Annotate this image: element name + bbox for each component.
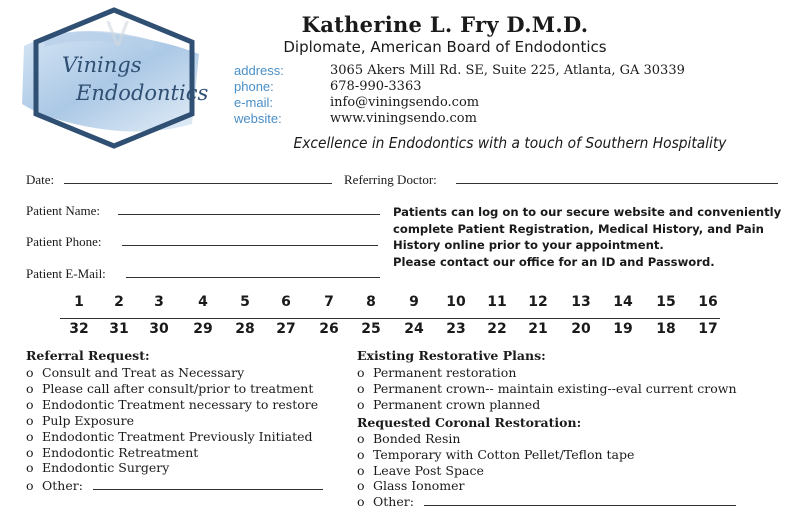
checklist-item[interactable] xyxy=(26,365,244,380)
tooth-number[interactable]: 21 xyxy=(528,321,548,337)
checklist-item-label: Permanent restoration xyxy=(373,365,517,380)
referring-doctor-label: Referring Doctor: xyxy=(344,172,437,187)
checklist-item-label: Endodontic Treatment necessary to restore xyxy=(42,396,319,412)
checklist-item-label: Temporary with Cotton Pellet/Teflon tape xyxy=(373,446,635,462)
address-label: address: xyxy=(234,63,284,78)
tooth-number[interactable]: 4 xyxy=(198,294,208,310)
tooth-number[interactable]: 6 xyxy=(281,294,291,310)
checkbox-circle-icon[interactable]: o xyxy=(26,478,34,493)
checklist-item[interactable] xyxy=(26,413,134,428)
checkbox-circle-icon[interactable]: o xyxy=(357,431,365,446)
notice-contact-text: Please contact our office for an ID and Password. xyxy=(393,254,715,269)
doctor-name: Katherine L. Fry D.M.D. xyxy=(301,12,589,37)
coronal-other-item[interactable] xyxy=(357,494,736,509)
logo-graphic xyxy=(14,6,214,151)
checklist-item-label: Permanent crown planned xyxy=(373,397,541,413)
checklist-item[interactable] xyxy=(357,478,465,493)
checklist-item[interactable] xyxy=(357,381,737,396)
checklist-item-label: Endodontic Surgery xyxy=(42,460,170,476)
tooth-number[interactable]: 10 xyxy=(446,294,466,310)
checkbox-circle-icon[interactable]: o xyxy=(357,446,365,462)
phone-value: 678-990-3363 xyxy=(330,79,422,94)
tooth-number[interactable]: 15 xyxy=(656,294,676,310)
tooth-number[interactable]: 28 xyxy=(235,321,255,337)
referral-request-heading: Referral Request: xyxy=(26,348,150,363)
checklist-item[interactable] xyxy=(26,397,318,412)
tooth-number[interactable]: 16 xyxy=(698,294,718,310)
address-value: 3065 Akers Mill Rd. SE, Suite 225, Atlanta, GA 30339 xyxy=(330,63,685,78)
patient-email-label: Patient E-Mail: xyxy=(26,266,106,281)
checkbox-circle-icon[interactable]: o xyxy=(26,444,34,460)
tooth-number[interactable]: 3 xyxy=(154,294,164,310)
checklist-item-label: Endodontic Treatment Previously Initiated xyxy=(42,428,313,444)
tooth-number[interactable]: 31 xyxy=(109,321,129,337)
tooth-number[interactable]: 27 xyxy=(276,321,296,337)
checkbox-circle-icon[interactable]: o xyxy=(357,365,365,380)
tooth-number[interactable]: 26 xyxy=(319,321,339,337)
tooth-number[interactable]: 7 xyxy=(324,294,334,310)
tooth-number[interactable]: 17 xyxy=(698,321,718,337)
checklist-item[interactable] xyxy=(357,463,484,478)
date-field[interactable] xyxy=(64,171,332,184)
checklist-item[interactable] xyxy=(26,460,169,475)
tooth-number[interactable]: 8 xyxy=(366,294,376,310)
checklist-item[interactable] xyxy=(26,429,313,444)
checklist-item-label: Bonded Resin xyxy=(373,431,461,446)
checkbox-circle-icon[interactable]: o xyxy=(26,396,34,412)
online-registration-notice xyxy=(393,204,783,270)
patient-phone-label: Patient Phone: xyxy=(26,234,102,249)
coronal-restoration-heading: Requested Coronal Restoration: xyxy=(357,415,582,430)
coronal-other-field[interactable] xyxy=(424,495,736,506)
referral-other-label: Other: xyxy=(42,478,83,493)
checklist-item-label: Consult and Treat as Necessary xyxy=(42,365,245,380)
tooth-number[interactable]: 20 xyxy=(571,321,591,337)
tooth-number[interactable]: 25 xyxy=(361,321,381,337)
checkbox-circle-icon[interactable]: o xyxy=(357,462,365,478)
referral-other-field[interactable] xyxy=(93,479,323,490)
patient-phone-field[interactable] xyxy=(122,233,378,246)
tooth-number[interactable]: 22 xyxy=(487,321,507,337)
checkbox-circle-icon[interactable]: o xyxy=(26,412,34,428)
checklist-item[interactable] xyxy=(26,381,313,396)
checkbox-circle-icon[interactable]: o xyxy=(26,365,34,380)
patient-name-label: Patient Name: xyxy=(26,203,101,218)
patient-name-field[interactable] xyxy=(118,202,380,215)
restorative-plans-heading: Existing Restorative Plans: xyxy=(357,348,546,363)
tooth-number[interactable]: 30 xyxy=(149,321,169,337)
tooth-number[interactable]: 5 xyxy=(240,294,250,310)
tooth-number[interactable]: 13 xyxy=(571,294,591,310)
checklist-item-label: Endodontic Retreatment xyxy=(42,444,199,460)
checkbox-circle-icon[interactable]: o xyxy=(26,380,34,396)
email-value: info@viningsendo.com xyxy=(330,95,480,110)
checkbox-circle-icon[interactable]: o xyxy=(357,381,365,397)
tooth-number[interactable]: 11 xyxy=(487,294,507,310)
doctor-title: Diplomate, American Board of Endodontics xyxy=(283,38,607,56)
referral-other-item[interactable] xyxy=(26,478,323,493)
phone-label: phone: xyxy=(234,79,274,94)
checklist-item-label: Glass Ionomer xyxy=(373,478,465,494)
checklist-item[interactable] xyxy=(357,447,634,462)
checkbox-circle-icon[interactable]: o xyxy=(357,494,365,509)
tooth-number[interactable]: 24 xyxy=(404,321,424,337)
coronal-other-label: Other: xyxy=(373,494,414,509)
tooth-number[interactable]: 29 xyxy=(193,321,213,337)
checklist-item[interactable] xyxy=(357,397,540,412)
tooth-number[interactable]: 32 xyxy=(69,321,89,337)
checklist-item-label: Pulp Exposure xyxy=(42,412,134,428)
logo-text-line1: Vinings xyxy=(62,53,142,77)
patient-email-field[interactable] xyxy=(126,265,380,278)
checklist-item-label: Please call after consult/prior to treatment xyxy=(42,380,314,396)
tooth-number[interactable]: 23 xyxy=(446,321,466,337)
checkbox-circle-icon[interactable]: o xyxy=(26,428,34,444)
checklist-item-label: Permanent crown-- maintain existing--eval current crown xyxy=(373,381,737,397)
tooth-number[interactable]: 1 xyxy=(74,294,84,310)
tooth-chart-divider xyxy=(60,318,720,319)
svg-text:V: V xyxy=(106,15,130,55)
checkbox-circle-icon[interactable]: o xyxy=(26,460,34,476)
website-value: www.viningsendo.com xyxy=(330,111,477,126)
checklist-item[interactable] xyxy=(357,431,460,446)
date-label: Date: xyxy=(26,172,55,187)
checklist-item[interactable] xyxy=(26,445,198,460)
tooth-number[interactable]: 2 xyxy=(114,294,124,310)
tooth-number[interactable]: 19 xyxy=(613,321,633,337)
tooth-number[interactable]: 18 xyxy=(656,321,676,337)
email-label: e-mail: xyxy=(234,95,274,110)
logo-text-line2: Endodontics xyxy=(76,81,209,105)
checklist-item[interactable] xyxy=(357,365,516,380)
practice-logo xyxy=(14,6,214,151)
notice-text: Patients can log on to our secure website and conveniently complete Patient Registration, Medical History, and Pain History online prior to your appointment. xyxy=(393,205,782,252)
tooth-number[interactable]: 14 xyxy=(613,294,633,310)
tooth-number[interactable]: 12 xyxy=(528,294,548,310)
checkbox-circle-icon[interactable]: o xyxy=(357,397,365,413)
checklist-item-label: Leave Post Space xyxy=(373,462,484,478)
checkbox-circle-icon[interactable]: o xyxy=(357,478,365,494)
tooth-number[interactable]: 9 xyxy=(409,294,419,310)
tagline: Excellence in Endodontics with a touch of Southern Hospitality xyxy=(293,134,727,152)
referring-doctor-field[interactable] xyxy=(456,171,778,184)
website-label: website: xyxy=(234,111,282,126)
